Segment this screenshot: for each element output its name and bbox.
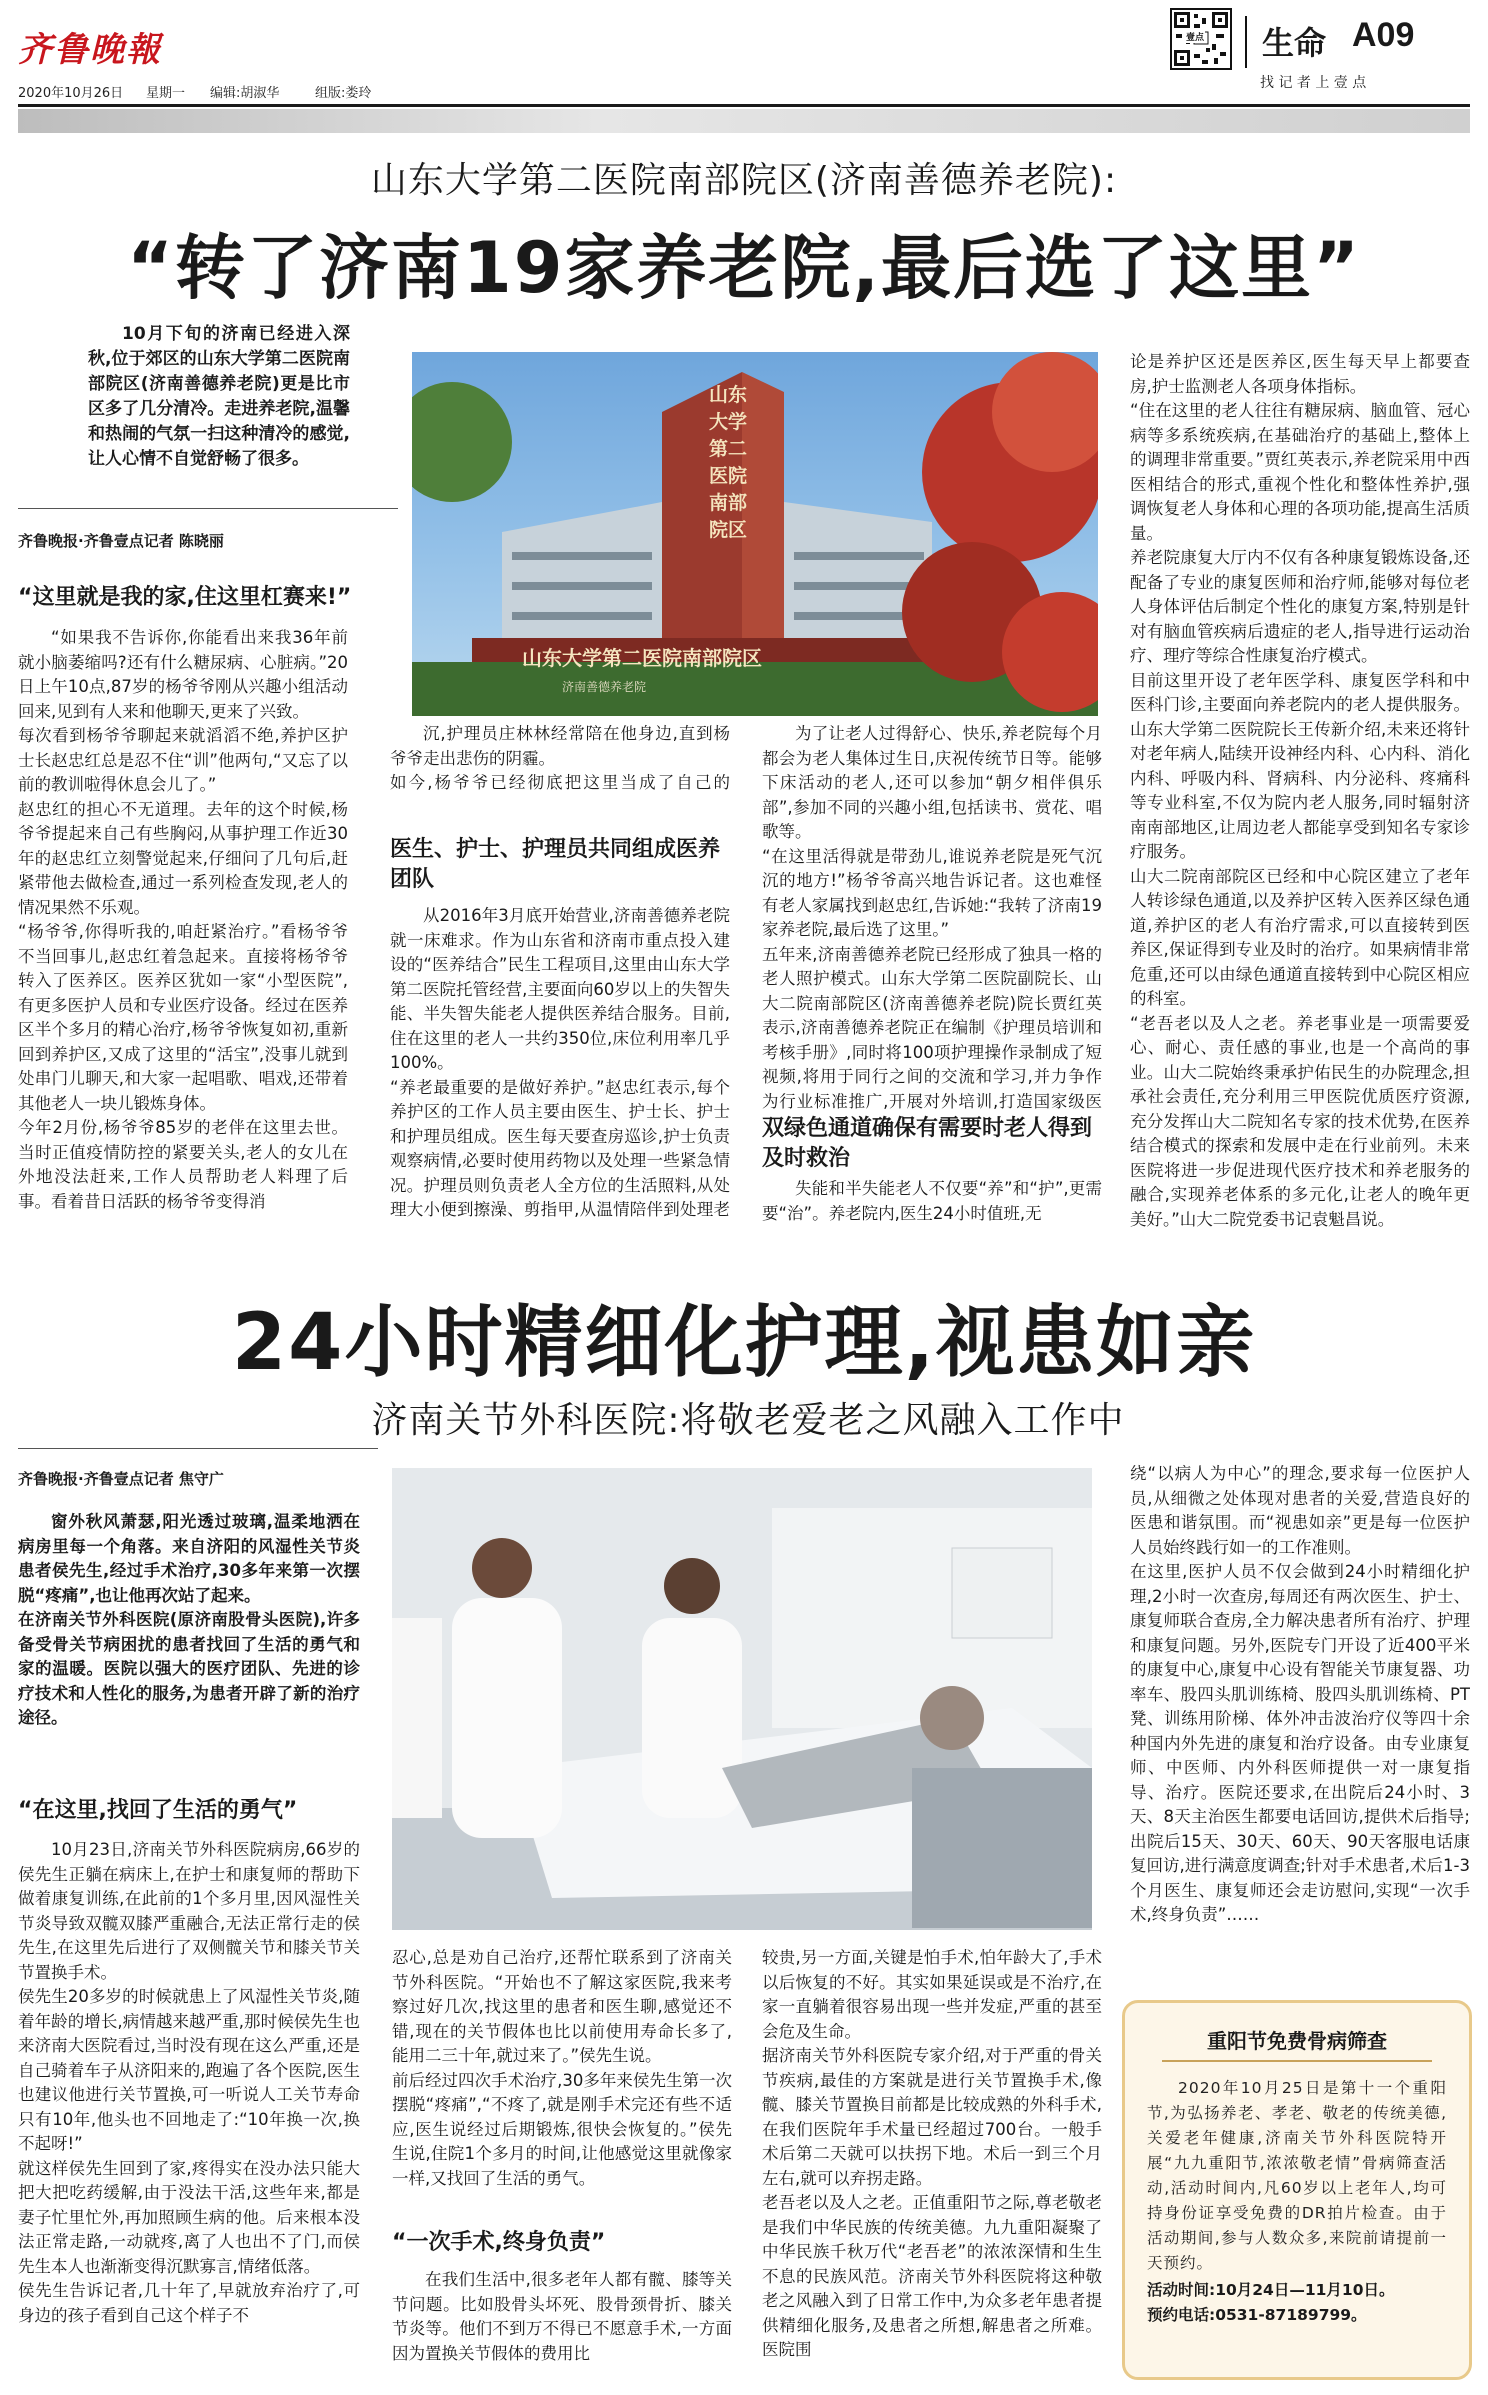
photo-sign-small: 济南善德养老院 — [562, 680, 647, 694]
article2-photo — [392, 1468, 1092, 1930]
header-rule — [18, 104, 1470, 107]
article2-headline: 24小时精细化护理,视患如亲 — [231, 1298, 1257, 1388]
article1-photo — [412, 352, 1098, 716]
article1-lead: 10月下旬的济南已经进入深秋,位于郊区的山东大学第二医院南部院区(济南善德养老院)更是比市区多了几分清冷。走进养老院,温馨和热闹的气氛一扫这种清冷的感觉,让人心情不自觉舒畅了很多。 — [88, 324, 350, 469]
article1-col2b: 从2016年3月底开始营业,济南善德养老院就一床难求。作为山东省和济南市重点投入建设的“医养结合”民生工程项目,这里由山东大学第二医院托管经营,主要面向60岁以上的失智失能、半失智失能老人提供医养结合服务。目前,住在这里的老人一共约350位,床位利用率几乎100%。 “养老最重要的是做好养护。”赵忠红表示,每个养护区的工作人员主要由医生、护士长、护士和护理员组成。医生每天要查房巡诊,护士负责观察病情,必要时使用药物以及处理一些紧急情况。护理员则负责老人全方位的生活照料,从处理大小便到擦澡、剪指甲,从温情陪伴到处理老 — [390, 906, 730, 1219]
article1-headline: “转了济南19家养老院,最后选了这里” — [126, 227, 1361, 309]
article2-kicker-rule — [18, 1448, 378, 1449]
article1-col3a: 为了让老人过得舒心、快乐,养老院每个月都会为老人集体过生日,庆祝传统节日等。能够下床活动的老人,还可以参加“朝夕相伴俱乐部”,参加不同的兴趣小组,包括读书、赏花、唱歌等。 “在这里活得就是带劲儿,谁说养老院是死气沉沉的地方!”杨爷爷高兴地告诉记者。这也难怪有老人家属找到赵忠红,告诉她:“我转了济南19家养老院,最后选了这里。” 五年来,济南善德养老院已经形成了独具一格的老人照护模式。山东大学第二医院副院长、山大二院南部院区(济南善德养老院)院长贾红英表示,济南善德养老院正在编制《护理员培训和考核手册》,同时将100项护理操作录制成了短视频,将用于同行之间的交流和学习,并力争作为行业标准推广,开展对外培训,打造国家级医 — [762, 724, 1102, 1110]
section-name: 生命 — [1262, 24, 1327, 62]
article1-lead-rule — [18, 508, 398, 509]
notice-title: 重阳节免费骨病筛查 — [1162, 2025, 1432, 2062]
article1-byline: 齐鲁晚报·齐鲁壹点记者 陈晓丽 — [18, 532, 224, 550]
article2-col4: 绕“以病人为中心”的理念,要求每一位医护人员,从细微之处体现对患者的关爱,营造良好的医患和谐氛围。而“视患如亲”更是每一位医护人员始终践行如一的工作准则。 在这里,医护人员不仅会做到24小时精细化护理,2小时一次查房,每周还有两次医生、护士、康复师联合查房,全力解决患者所有治疗、护理和康复问题。另外,医院专门开设了近400平米的康复中心,康复中心设有智能关节康复器、功率车、股四头肌训练椅、股四头肌训练椅、PT凳、训练用阶梯、体外冲击波治疗仪等四十余种国内外先进的康复和治疗设备。由专业康复师、中医师、内外科医师提供一对一康复指导、治疗。医院还要求,在出院后24小时、3天、8天主治医生都要电话回访,提供术后指导;出院后15天、30天、60天、90天客服电话康复回访,进行满意度调查;针对手术患者,术后1-3个月医生、康复师还会走访慰问,实现“一次手术,终身负责”…… — [1130, 1464, 1470, 1924]
notice-body: 2020年10月25日是第十一个重阳节,为弘扬养老、孝老、敬老的传统美德,关爱老年健康,济南关节外科医院特开展“九九重阳节,浓浓敬老情”骨病筛查活动,活动时间内,凡60岁以上老年人,均可持身份证享受免费的DR拍片检查。由于活动期间,参与人数众多,来院前请提前一天预约。 — [1147, 2079, 1447, 2272]
editor-credit: 编辑:胡淑华 — [210, 86, 280, 101]
article2-byline: 齐鲁晚报·齐鲁壹点记者 焦守广 — [18, 1470, 224, 1488]
header-band — [18, 109, 1470, 133]
layout-credit: 组版:娄玲 — [315, 86, 372, 101]
article2-col2b: 在我们生活中,很多老年人都有髋、膝等关节问题。比如股骨头坏死、股骨颈骨折、膝关节炎等。他们不到万不得已不愿意手术,一方面因为置换关节假体的费用比 — [392, 2270, 732, 2363]
masthead: 齐鲁晚報 — [18, 30, 162, 70]
header-divider — [1245, 16, 1247, 68]
article1-sub2: 医生、护士、护理员共同组成医养团队 — [390, 837, 721, 892]
notice-phone[interactable]: 预约电话:0531-87189799。 — [1147, 2306, 1367, 2324]
screening-notice — [1122, 2000, 1472, 2380]
article1-sub3: 双绿色通道确保有需要时老人得到及时救治 — [762, 1116, 1093, 1171]
article1-kicker: 山东大学第二医院南部院区(济南善德养老院): — [370, 160, 1118, 201]
article1-col2a: 沉,护理员庄林林经常陪在他身边,直到杨爷爷走出悲伤的阴霾。 如今,杨爷爷已经彻底把这里当成了自己的 — [390, 724, 730, 792]
article1-col3b: 失能和半失能老人不仅要“养”和“护”,更需要“治”。养老院内,医生24小时值班,无 — [762, 1179, 1102, 1223]
article2-sub1: “在这里,找回了生活的勇气” — [18, 1798, 298, 1823]
qr-label: 壹点 — [1185, 30, 1205, 43]
article1-sub1: “这里就是我的家,住这里杠赛来!” — [18, 585, 352, 610]
article1-col4: 论是养护区还是医养区,医生每天早上都要查房,护士监测老人各项身体指标。 “住在这里的老人往往有糖尿病、脑血管、冠心病等多系统疾病,在基础治疗的基础上,整体上的调理非常重要。”贾红英表示,养老院采用中西医相结合的形式,重视个性化和整体性养护,强调恢复老人身体和心理的各项功能,提高生活质量。 养老院康复大厅内不仅有各种康复锻炼设备,还配备了专业的康复医师和治疗师,能够对每位老人身体评估后制定个性化的康复方案,特别是针对有脑血管疾病后遗症的老人,指导进行运动治疗、理疗等综合性康复治疗模式。 目前这里开设了老年医学科、康复医学科和中医科门诊,主要面向养老院内的老人提供服务。山东大学第二医院院长王传新介绍,未来还将针对老年病人,陆续开设神经内科、心内科、消化内科、呼吸内科、肾病科、内分泌科、疼痛科等专业科室,不仅为院内老人服务,同时辐射济南南部地区,让周边老人都能享受到知名专家诊疗服务。 山大二院南部院区已经和中心院区建立了老年人转诊绿色通道,以及养护区转入医养区绿色通道,养护区的老人有治疗需求,可以直接转到医养区,保证得到专业及时的治疗。如果病情非常危重,还可以由绿色通道直接转到中心院区相应的科室。 “老吾老以及人之老。养老事业是一项需要爱心、耐心、责任感的事业,也是一个高尚的事业。山大二院始终秉承护佑民生的办院理念,担承社会责任,充分利用三甲医院优质医疗资源,充分发挥山大二院知名专家的技术优势,在医养结合模式的探索和发展中走在行业前列。未来医院将进一步促进现代医疗技术和养老服务的融合,实现养老体系的多元化,让老人的晚年更美好。”山大二院党委书记袁魁昌说。 — [1130, 352, 1470, 1229]
notice-time: 活动时间:10月24日—11月10日。 — [1147, 2281, 1395, 2299]
article2-col3: 较贵,另一方面,关键是怕手术,怕年龄大了,手术以后恢复的不好。其实如果延误或是不治疗,在家一直躺着很容易出现一些并发症,严重的甚至会危及生命。 据济南关节外科医院专家介绍,对于严重的骨关节疾病,最佳的方案就是进行关节置换手术,像髋、膝关节置换目前都是比较成熟的外科手术,在我们医院年手术量已经超过700台。一般手术后第二天就可以扶拐下地。术后一到三个月左右,就可以弃拐走路。 老吾老以及人之老。正值重阳节之际,尊老敬老是我们中华民族的传统美德。九九重阳凝聚了中华民族千秋万代“老吾老”的浓浓深情和生生不息的民族风范。济南关节外科医院将这种敬老之风融入到了日常工作中,为众多老年患者提供精细化服务,及患者之所想,解患者之所难。医院围 — [762, 1948, 1102, 2359]
article2-col2: 忍心,总是劝自己治疗,还帮忙联系到了济南关节外科医院。“开始也不了解这家医院,我来考察过好几次,找这里的患者和医生聊,感觉还不错,现在的关节假体也比以前使用寿命长多了,能用二三十年,就过来了。”侯先生说。 前后经过四次手术治疗,30多年来侯先生第一次摆脱“疼痛”,“不疼了,就是刚手术完还有些不适应,医生说经过后期锻炼,很快会恢复的。”侯先生说,住院1个多月的时间,让他感觉这里就像家一样,又找回了生活的勇气。 — [392, 1948, 732, 2188]
header-slogan: 找 记 者 上 壹 点 — [1260, 75, 1367, 91]
issue-weekday: 星期一 — [146, 86, 186, 101]
photo-sign-horizontal: 山东大学第二医院南部院区 — [522, 646, 762, 670]
issue-date: 2020年10月26日 — [18, 86, 124, 101]
article2-kicker: 济南关节外科医院:将敬老爱老之风融入工作中 — [371, 1400, 1125, 1441]
article1-col1: “如果我不告诉你,你能看出来我36年前就小脑萎缩吗?还有什么糖尿病、心脏病。”20日上午10点,87岁的杨爷爷刚从兴趣小组活动回来,见到有人来和他聊天,更来了兴致。 每次看到杨爷爷聊起来就滔滔不绝,养护区护士长赵忠红总是忍不住“训”他两句,“又忘了以前的教训啦得休息会儿了。” 赵忠红的担心不无道理。去年的这个时候,杨爷爷提起来自己有些胸闷,从事护理工作近30年的赵忠红立刻警觉起来,仔细问了几句后,赶紧带他去做检查,通过一系列检查发现,老人的情况果然不乐观。 “杨爷爷,你得听我的,咱赶紧治疗。”看杨爷爷不当回事儿,赵忠红着急起来。直接将杨爷爷转入了医养区。医养区犹如一家“小型医院”,有更多医护人员和专业医疗设备。经过在医养区半个多月的精心治疗,杨爷爷恢复如初,重新回到养护区,又成了这里的“活宝”,没事儿就到处串门儿聊天,和大家一起唱歌、唱戏,还带着其他老人一块儿锻炼身体。 今年2月份,杨爷爷85岁的老伴在这里去世。当时正值疫情防控的紧要关头,老人的女儿在外地没法赶来,工作人员帮助老人料理了后事。看着昔日活跃的杨爷爷变得消 — [18, 628, 348, 1211]
article2-lead: 窗外秋风萧瑟,阳光透过玻璃,温柔地洒在病房里每一个角落。来自济阳的风湿性关节炎患者侯先生,经过手术治疗,30多年来第一次摆脱“疼痛”,也让他再次站了起来。 在济南关节外科医院(原济南股骨头医院),许多备受骨关节病困扰的患者找回了生活的勇气和家的温暖。医院以强大的医疗团队、先进的诊疗技术和人性化的服务,为患者开辟了新的治疗途径。 — [18, 1512, 360, 1727]
photo-sign-vertical: 山东大学第二医院南部院区 — [708, 384, 747, 541]
article2-sub2: “一次手术,终身负责” — [392, 2230, 606, 2255]
article2-col1: 10月23日,济南关节外科医院病房,66岁的侯先生正躺在病床上,在护士和康复师的帮助下做着康复训练,在此前的1个多月里,因风湿性关节炎导致双髋双膝严重融合,无法正常行走的侯先生,在这里先后进行了双侧髋关节和膝关节关节置换手术。 侯先生20多岁的时候就患上了风湿性关节炎,随着年龄的增长,病情越来越严重,那时候侯先生也来济南大医院看过,当时没有现在这么严重,还是自己骑着车子从济阳来的,跑遍了各个医院,医生也建议他进行关节置换,可一听说人工关节寿命只有10年,他头也不回地走了:“10年换一次,换不起呀!” 就这样侯先生回到了家,疼得实在没办法只能大把大把吃药缓解,由于没法干活,这些年来,都是妻子忙里忙外,再加照顾生病的他。后来根本没法正常走路,一动就疼,离了人也出不了门,而侯先生本人也渐渐变得沉默寡言,情绪低落。 侯先生告诉记者,几十年了,早就放弃治疗了,可身边的孩子看到自己这个样子不 — [18, 1840, 360, 2325]
page-number: A09 — [1352, 16, 1415, 54]
